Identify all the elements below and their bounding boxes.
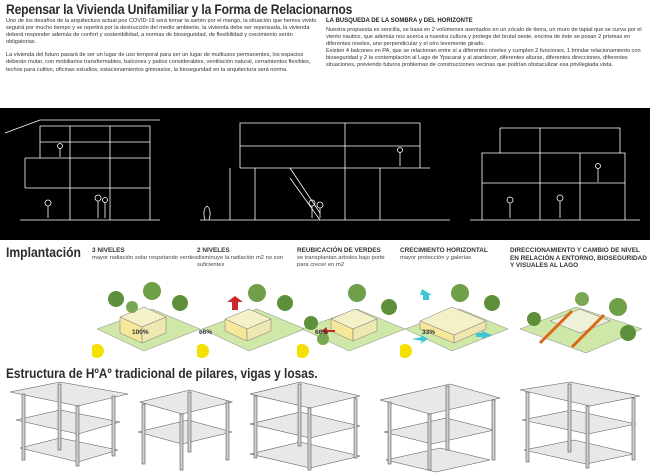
scheme-description: se transplantan arboles bajo porte para crecer en m2 [297,254,385,268]
section-center [200,123,450,220]
frame-4 [380,384,500,472]
scheme-heading: 2 NIVELES [197,247,230,254]
intro-paragraph-2: La vivienda del futuro pasará de ser un lugar de uso temporal para ser un lugar de multiusos permanentes, los espacios deberán mutar, con mobiliarios transformables, balcones y patios considerables, ventilación natural, cerramientos flexibles, techos para cultivo, oficinas estudios, estacionamientos gimnasios, la bioseguridad en la arquitectura será norma. [6,52,311,73]
scheme-2-niveles [197,247,307,365]
page-title: Repensar la Vivienda Unifamiliar y la Forma de Relacionarnos [6,2,353,17]
concept-paragraph-2: Existen 4 balcones en PA, que se relacionan entre sí a diferentes niveles y cumplen 2 funciones, 1 brindar relacionamiento con bioseguridad y 2 la contemplación al Lago de Ypacarai y al atardecer, diferentes alturas, diferentes direcciones, diferentes situaciones, previendo futuros problemas de construcciones vecinas que podrían obstaculizar esa privilegiada vista. [326,48,641,69]
section-left [5,120,160,220]
scheme-description: mayor protección y galerías [400,254,472,261]
scheme-badge: 66% [315,329,329,336]
scheme-description: disminuye la radiación m2 no son suficientes [197,254,284,268]
scheme-description: mayor radiación solar respetando verdes [92,254,198,261]
scheme-badge: 66% [199,329,213,336]
concept-title: LA BUSQUEDA DE LA SOMBRA y DEL HORIZONTE [326,18,473,24]
scheme-direccionamiento [510,247,648,365]
scheme-heading: REUBICACIÓN DE VERDES [297,247,381,254]
frame-5 [520,382,640,468]
concept-text [326,27,644,70]
section-drawings-svg [0,108,650,240]
scheme-reubicacion-verdes [297,247,407,365]
scheme-diagram [92,247,202,365]
section-drawings [0,108,650,240]
structure-frames [0,380,650,473]
scheme-crecimiento-horizontal [400,247,510,365]
estructura-title: Estructura de HºAº tradicional de pilares, vigas y losas. [6,366,318,381]
scheme-badge: 100% [132,329,149,336]
scheme-3-niveles [92,247,202,365]
scheme-badge: 33% [422,329,436,336]
frame-2 [138,390,232,470]
concept-paragraph-1: Nuestra propuesta es sencilla, se basa en 2 volúmenes asentados en un zócalo de tierra, un muro de tapial que se curva por el viento nautico, que además nos acerca a nuestra cultura y protege del brutal oeste, encima de éste se posan 2 prismas en diferentes niveles, uno perpendicular y el otro levemente girado. [326,27,642,48]
scheme-heading: DIRECCIONAMIENTO Y CAMBIO DE NIVEL EN RELACIÓN A ENTORNO, BIOSEGURIDAD Y VISUALES AL LAGO [510,247,647,270]
scheme-diagram [400,247,510,365]
frame-1 [10,382,128,466]
implantacion-title: Implantación [6,245,81,260]
frame-3 [250,382,360,470]
intro-text [6,18,318,80]
scheme-heading: CRECIMIENTO HORIZONTAL [400,247,488,254]
intro-paragraph-1: Uno de los desafíos de la arquitectura actual pos COVID-19 será tomar la sartén por el mango, la situación que hemos vivido seguirá por mucho tiempo y se repetirá por la destrucción del medio ambiente, la vivienda debe ser repensada, la vivienda deberá responder además de confort y sostenibilidad, a normas de bioseguridad, de flexibilidad y crecimiento serán obligatorias. [6,18,317,46]
scheme-heading: 3 NIVELES [92,247,125,254]
section-right [470,128,640,220]
